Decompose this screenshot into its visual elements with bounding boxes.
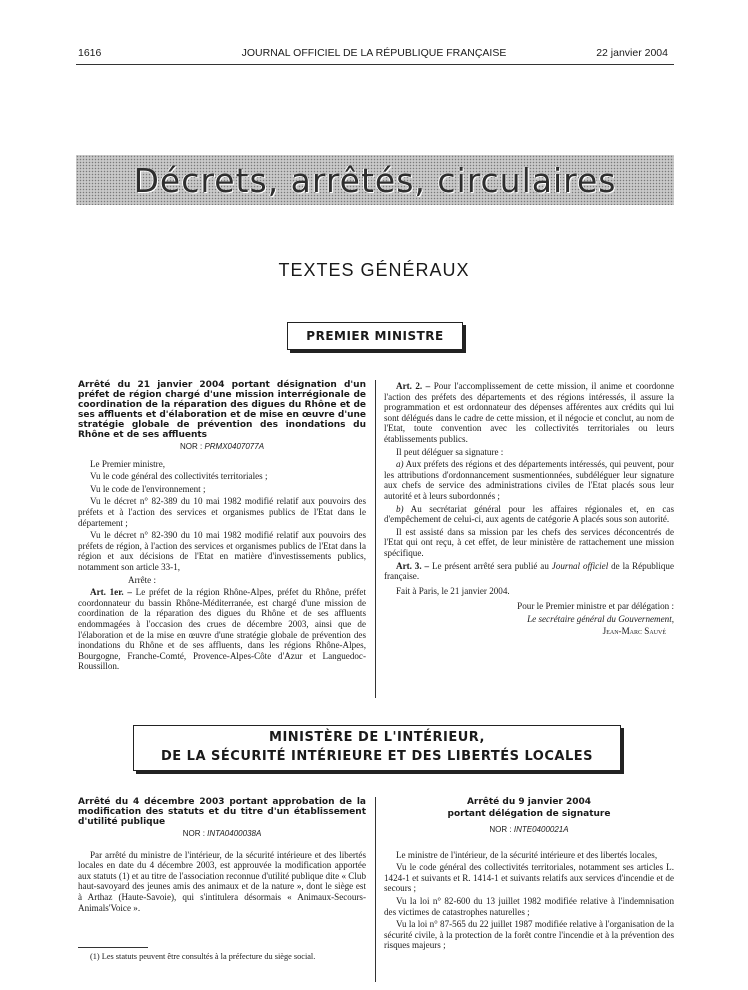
delegation-a: a) Aux préfets des régions et des départements intéressés, qui peuvent, pour les attributions d'ordonnancement susmentionnées, subdéléguer leur signature aux chefs de service des administrations civiles de l'Etat placés sous leur autorité et à leurs subordonnés ; bbox=[384, 459, 674, 501]
article-2-nor: NOR : INTA0400038A bbox=[182, 829, 262, 838]
header-rule bbox=[76, 64, 674, 65]
article-2-title: Arrêté du 4 décembre 2003 portant approbation de la modification des statuts et du titre d'un établissement d'utilité publique bbox=[78, 797, 366, 827]
delegation-b: b) Au secrétariat général pour les affaires régionales et, en cas d'empêchement de celui-ci, aux agents de catégorie A placés sous son autorité. bbox=[384, 503, 674, 525]
article-3-title-line-2: portant délégation de signature bbox=[447, 809, 611, 819]
journal-title: JOURNAL OFFICIEL DE LA RÉPUBLIQUE FRANÇAISE bbox=[241, 47, 507, 59]
ministry-premier-ministre: PREMIER MINISTRE bbox=[287, 322, 463, 350]
signature-line-2: Le secrétaire général du Gouvernement, bbox=[527, 613, 674, 624]
paragraph: Vu le code de l'environnement ; bbox=[90, 483, 206, 494]
article-1-art1: Art. 1er. – Le préfet de la région Rhône-Alpes, préfet du Rhône, préfet coordonnateur du bassin Rhône-Méditerranée, est chargé d'une mission de coordination de la réparation des digues du Rhône et de ses affluents endommagées à l'occasion des crues de décembre 2003, ainsi que de l'élaboration et de la mise en œuvre d'une stratégie globale de prévention des inondations du Rhône et de ses affluents, dans les régions Rhône-Alpes, Bourgogne, Franche-Comté, Provence-Alpes-Côte d'Azur et Languedoc-Roussillon. bbox=[78, 587, 366, 672]
signature-line-1: Pour le Premier ministre et par délégation : bbox=[517, 601, 674, 612]
paragraph: Vu le décret n° 82-389 du 10 mai 1982 modifié relatif aux pouvoirs des préfets et à l'action des services et organismes publics de l'Etat dans le département ; bbox=[78, 496, 366, 528]
column-rule bbox=[375, 380, 376, 698]
issue-date: 22 janvier 2004 bbox=[596, 47, 668, 59]
article-1-nor: NOR : PRMX0407077A bbox=[179, 442, 265, 451]
section-title: TEXTES GÉNÉRAUX bbox=[278, 260, 470, 280]
arrete-label: Arrête : bbox=[128, 574, 157, 585]
article-3-title-line-1: Arrêté du 9 janvier 2004 bbox=[466, 797, 592, 807]
footnote: (1) Les statuts peuvent être consultés à la préfecture du siège social. bbox=[90, 952, 316, 961]
article-1-right-column bbox=[384, 381, 674, 639]
paragraph: Le Premier ministre, bbox=[90, 458, 166, 469]
page-number: 1616 bbox=[78, 47, 102, 59]
article-2-column bbox=[78, 797, 366, 915]
footnote-rule bbox=[78, 947, 148, 948]
paragraph: Vu le décret n° 82-390 du 10 mai 1982 modifié relatif aux pouvoirs des préfets de région, à l'action des services et organismes publics de l'Etat dans la région et aux décisions de l'Etat en matière d'investissements publics, notamment son article 33-1, bbox=[78, 530, 366, 572]
article-1-art3: Art. 3. – Le présent arrêté sera publié au Journal officiel de la République française. bbox=[384, 560, 674, 582]
paragraph: Le ministre de l'intérieur, de la sécurité intérieure et des libertés locales, bbox=[396, 849, 658, 860]
article-3-nor: NOR : INTE0400021A bbox=[489, 825, 569, 834]
banner-title: Décrets, arrêtés, circulaires bbox=[133, 160, 617, 200]
assist-paragraph: Il est assisté dans sa mission par les chefs des services déconcentrés de l'Etat qui ont reçu, à cet effet, de leur ministère de rattachement une mission spécifique. bbox=[384, 526, 674, 558]
paragraph: Vu le code général des collectivités territoriales ; bbox=[90, 471, 268, 482]
article-3-column bbox=[384, 797, 674, 953]
paragraph: Vu la loi n° 82-600 du 13 juillet 1982 modifiée relative à l'indemnisation des victimes de catastrophes naturelles ; bbox=[384, 895, 674, 917]
article-1-title: Arrêté du 21 janvier 2004 portant désignation d'un préfet de région chargé d'une mission interrégionale de coordination de la réparation des digues du Rhône et de ses affluents et d'élaboration et de mise en œuvre d'une stratégie globale de prévention des inondations du Rhône et de ses affluents bbox=[78, 380, 366, 440]
paragraph: Vu la loi n° 87-565 du 22 juillet 1987 modifiée relative à l'organisation de la sécurité civile, à la protection de la forêt contre l'incendie et à la prévention des risques majeurs ; bbox=[384, 919, 674, 951]
article-1-art2: Art. 2. – Pour l'accomplissement de cette mission, il anime et coordonne l'action des préfets des départements et des régions intéressés, il assure la programmation et est ordonnateur des dépenses afférentes aux crédits qui lui sont délégués dans le cadre de cette mission, et il négocie et conclut, au nom de l'Etat, toute convention avec les collectivités territoriales ou leurs établissements publics. bbox=[384, 381, 674, 444]
article-2-text: Par arrêté du ministre de l'intérieur, de la sécurité intérieure et des libertés locales en date du 4 décembre 2003, est approuvée la modification apportée aux statuts (1) et au titre de l'association reconnue d'utilité publique dite « Club haut-savoyard des jeunes amis des animaux et de la nature », dont le siège est à Arthaz (Haute-Savoie), qui s'intitulera désormais « Animaux-Secours-Animals'Voice ». bbox=[78, 849, 366, 913]
article-1-left-column bbox=[78, 380, 366, 674]
paragraph: Vu le code général des collectivités territoriales, notamment ses articles L. 1424-1 et suivants et R. 1414-1 et suivants relatifs aux services d'incendie et de secours ; bbox=[384, 862, 674, 894]
delegation-intro: Il peut déléguer sa signature : bbox=[396, 446, 504, 457]
column-rule bbox=[375, 797, 376, 982]
ministry-line-1: MINISTÈRE DE L'INTÉRIEUR, bbox=[269, 730, 485, 745]
signature-name: Jean-Marc Sauvé bbox=[602, 626, 666, 637]
section-banner bbox=[76, 155, 674, 205]
done-line: Fait à Paris, le 21 janvier 2004. bbox=[396, 585, 510, 596]
ministry-interieur bbox=[133, 725, 621, 771]
ministry-line-2: DE LA SÉCURITÉ INTÉRIEURE ET DES LIBERTÉS LOCALES bbox=[160, 749, 593, 764]
